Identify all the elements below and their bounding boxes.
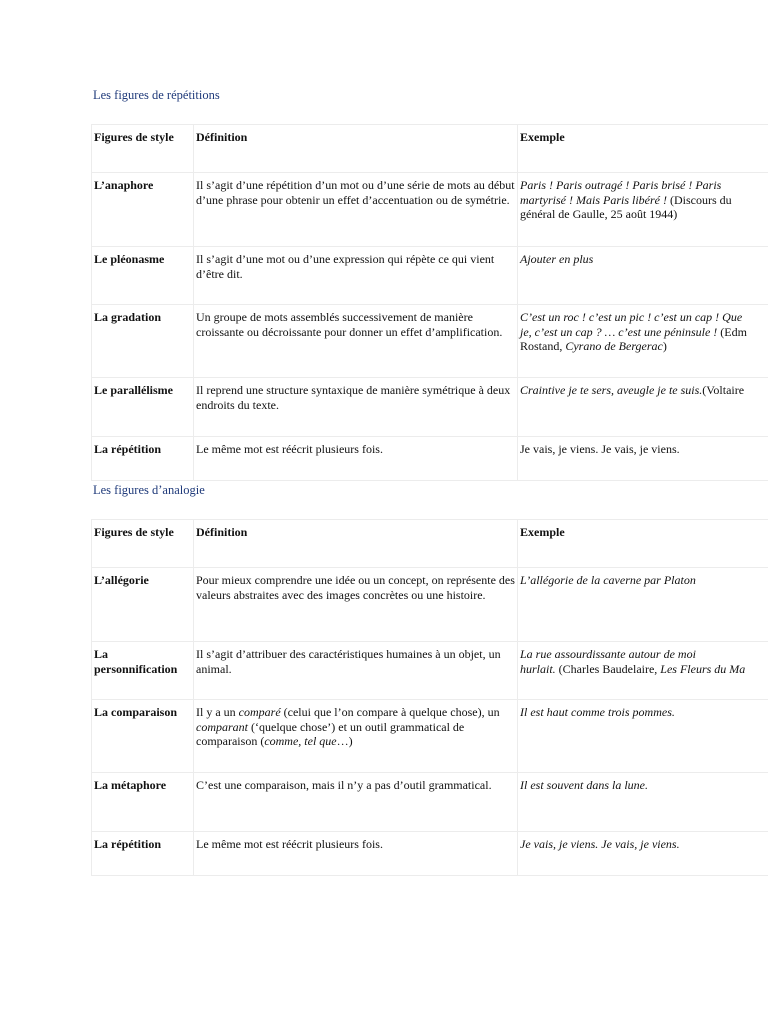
- table-row: [92, 437, 768, 481]
- figure-name: Le parallélisme: [92, 378, 194, 437]
- example-italic: Cyrano de Bergerac: [565, 339, 663, 353]
- header-figures: Figures de style: [92, 125, 194, 173]
- analogie-table: [91, 519, 768, 876]
- example-italic: C’est un roc ! c’est un pic ! c’est un cap ! Que: [520, 310, 743, 324]
- definition-italic: comme, tel que: [264, 734, 337, 748]
- example-text: (Charles Baudelaire,: [555, 661, 661, 676]
- figure-definition: Il s’agit d’une répétition d’un mot ou d’une série de mots au début d’une phrase pour obtenir un effet d’accentuation ou de symétrie.: [194, 173, 518, 247]
- figure-definition: Le même mot est réécrit plusieurs fois.: [194, 832, 518, 876]
- table-row: [92, 773, 768, 832]
- table-row: [92, 247, 768, 305]
- example-text: général de Gaulle, 25 août 1944): [520, 207, 678, 221]
- example-italic: je, c’est un cap ? … c’est une péninsule !: [520, 324, 718, 339]
- table-row: [92, 173, 768, 247]
- figure-example: Je vais, je viens. Je vais, je viens.: [518, 832, 768, 876]
- example-italic: Paris ! Paris outragé ! Paris brisé ! Paris: [520, 178, 722, 192]
- figure-name: Le pléonasme: [92, 247, 194, 305]
- figure-name: La gradation: [92, 305, 194, 378]
- figure-name: La répétition: [92, 437, 194, 481]
- example-italic: La rue assourdissante autour de moi: [520, 647, 696, 661]
- figure-example: Il est haut comme trois pommes.: [518, 700, 768, 773]
- table-row: [92, 700, 768, 773]
- definition-text: Il y a un: [196, 705, 239, 719]
- header-figures: Figures de style: [92, 520, 194, 568]
- table-header-row: [92, 520, 768, 568]
- header-definition: Définition: [194, 520, 518, 568]
- example-text: Rostand,: [520, 339, 566, 353]
- definition-italic: comparé: [238, 705, 281, 719]
- example-text: (Discours du: [666, 192, 732, 207]
- figure-definition: [194, 700, 518, 773]
- figure-example: Ajouter en plus: [518, 247, 768, 305]
- example-italic: martyrisé ! Mais Paris libéré !: [520, 192, 667, 207]
- figure-example: [518, 378, 768, 437]
- table-row: [92, 832, 768, 876]
- figure-example: [518, 173, 768, 247]
- example-italic: Craintive je te sers, aveugle je te suis.: [520, 383, 703, 397]
- example-italic: hurlait.: [520, 661, 556, 676]
- section-title-repetitions: Les figures de répétitions: [93, 88, 220, 102]
- figure-name-line: La: [94, 647, 109, 661]
- definition-text: (celui que l’on compare à quelque chose), un: [280, 705, 500, 719]
- figure-example: [518, 642, 768, 700]
- figure-name: La métaphore: [92, 773, 194, 832]
- figure-name: La comparaison: [92, 700, 194, 773]
- figure-example: Il est souvent dans la lune.: [518, 773, 768, 832]
- figure-definition: Il s’agit d’une mot ou d’une expression qui répète ce qui vient d’être dit.: [194, 247, 518, 305]
- figure-definition: Le même mot est réécrit plusieurs fois.: [194, 437, 518, 481]
- example-text: (Edm: [717, 324, 747, 339]
- table-row: [92, 378, 768, 437]
- figure-name-line: personnification: [94, 661, 178, 676]
- example-text: (Voltaire: [702, 383, 745, 397]
- definition-italic: comparant: [196, 719, 248, 734]
- table-row: [92, 642, 768, 700]
- figure-name: L’anaphore: [92, 173, 194, 247]
- figure-definition: C’est une comparaison, mais il n’y a pas d’outil grammatical.: [194, 773, 518, 832]
- repetitions-table: [91, 124, 768, 481]
- figure-name: L’allégorie: [92, 568, 194, 642]
- header-exemple: Exemple: [518, 520, 768, 568]
- table-header-row: [92, 125, 768, 173]
- figure-example: Je vais, je viens. Je vais, je viens.: [518, 437, 768, 481]
- table-row: [92, 305, 768, 378]
- figure-example: [518, 305, 768, 378]
- figure-definition: Il reprend une structure syntaxique de manière symétrique à deux endroits du texte.: [194, 378, 518, 437]
- definition-text: …): [336, 734, 353, 748]
- figure-example: L’allégorie de la caverne par Platon: [518, 568, 768, 642]
- figure-definition: Il s’agit d’attribuer des caractéristiques humaines à un objet, un animal.: [194, 642, 518, 700]
- example-italic: Les Fleurs du Ma: [660, 661, 746, 676]
- table-row: [92, 568, 768, 642]
- header-definition: Définition: [194, 125, 518, 173]
- figure-name: [92, 642, 194, 700]
- section-title-analogie: Les figures d’analogie: [93, 483, 205, 497]
- example-text: ): [662, 339, 667, 353]
- figure-definition: Pour mieux comprendre une idée ou un concept, on représente des valeurs abstraites avec des images concrètes ou une histoire.: [194, 568, 518, 642]
- definition-text: (‘quelque chose’) et un outil grammatical de comparaison (: [196, 719, 465, 748]
- header-exemple: Exemple: [518, 125, 768, 173]
- figure-name: La répétition: [92, 832, 194, 876]
- figure-definition: Un groupe de mots assemblés successivement de manière croissante ou décroissante pour donner un effet d’amplification.: [194, 305, 518, 378]
